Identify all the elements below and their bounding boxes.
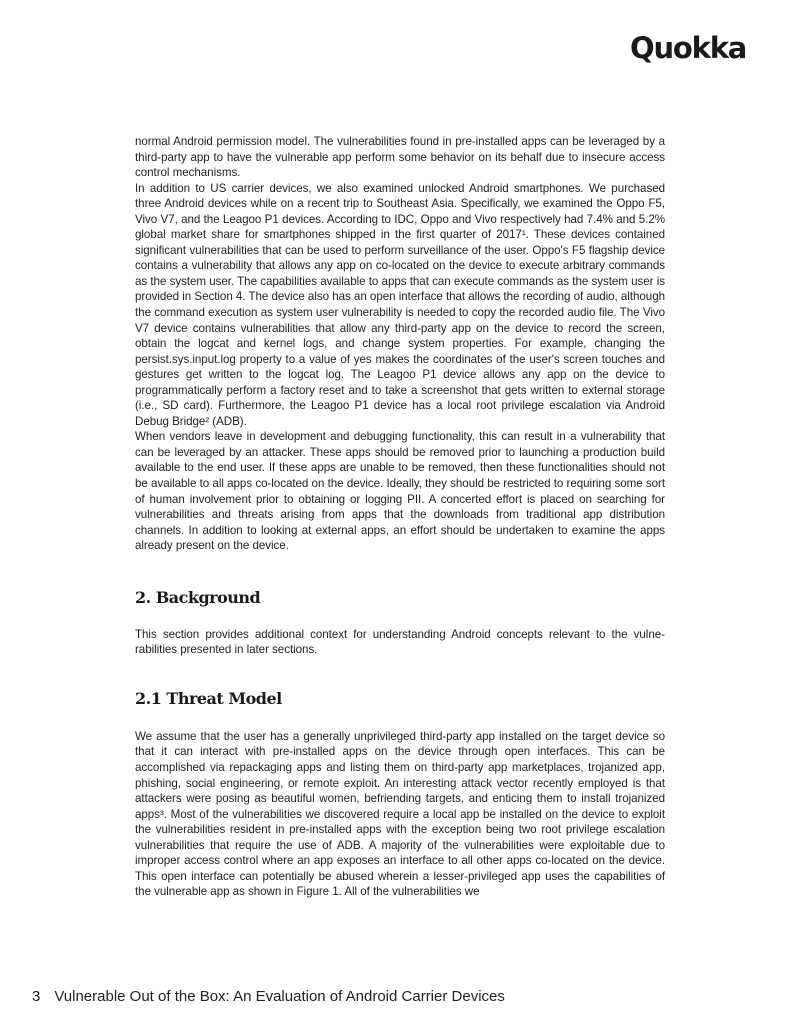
logo-wordmark: Quokka xyxy=(630,31,746,65)
background-heading: 2. Background xyxy=(135,587,261,607)
intro-paragraph-1: normal Android permission model. The vulnerabilities found in pre-installed apps can be leveraged by a third-party app to have the vulnerable app perform some behavior on its behalf due to insecure access control mechanisms. xyxy=(135,135,665,180)
intro-paragraph-2: In addition to US carrier devices, we also examined unlocked Android smartphones. We purchased three Android devices while on a recent trip to Southeast Asia. Specifically, we examined the Oppo F5, Vivo V7, and the Leagoo P1 devices. According to IDC, Oppo and Vivo respectively had 7.4% and 5.2% global market share for smartphones shipped in the first quarter of 2017¹. These devices contained significant vulnerabilities that can be used to perform surveillance of the user. Oppo's F5 flagship device contains a vulnerability that allows any app on co-located on the device to execute arbitrary commands as the system user. The capabilities available to apps that can execute commands as the system user is provided in Section 4. The device also has an open interface that allows the recording of audio, although the command execution as system user vulnerability is needed to copy the recorded audio file. The Vivo V7 device contains vulnerabilities that allow any third-party app on the device to record the screen, obtain the logcat and kernel logs, and change system properties. For example, changing the persist.sys.input.log property to a value of yes makes the coordinates of the user's screen touches and gestures get written to the logcat log. The Leagoo P1 device allows any app on the device to programmatically perform a factory reset and to take a screenshot that gets written to external storage (i.e., SD card). Furthermore, the Leagoo P1 device has a local root privilege escalation via Android Debug Bridge² (ADB). xyxy=(135,181,665,428)
background-paragraph: This section provides additional context for understanding Android concepts relevant to the vulnerabilities presented in later sections. xyxy=(135,627,665,657)
document-title: Vulnerable Out of the Box: An Evaluation of Android Carrier Devices xyxy=(54,988,505,1005)
threat-model-paragraph: We assume that the user has a generally unprivileged third-party app installed on the target device so that it can interact with pre-installed apps on the device through open interfaces. This can be accomplished via repackaging apps and listing them on third-party app marketplaces, trojanized app, phishing, social engineering, or remote exploit. An interesting attack vector recently employed is that attackers were posing as beautiful women, befriending targets, and enticing them to install trojanized apps³. Most of the vulnerabilities we discovered require a local app be installed on the device to exploit the vulnerabilities resident in pre-installed apps with the exception being two root privilege escalation vulnerabilities that require the use of ADB. A majority of the vulnerabilities were exploitable due to improper access control where an app exposes an interface to all other apps co-located on the device. This open interface can potentially be abused wherein a lesser-privileged app uses the capabilities of the vulnerable app as shown in Figure 1. All of the vulnerabilities we xyxy=(135,729,665,899)
quokka-logo xyxy=(628,26,746,68)
intro-paragraph-3: When vendors leave in development and debugging functionality, this can result in a vulnerability that can be leveraged by an attacker. These apps should be removed prior to launching a production build available to the end user. If these apps are unable to be removed, then these functionalities should not be available to all apps co-located on the device. Ideally, they should be restricted to requiring some sort of human involvement prior to obtaining or logging PII. A concerted effort is placed on searching for vulnerabilities and threats arising from apps that the downloads from traditional app distribution channels. In addition to looking at external apps, an effort should be undertaken to examine the apps already present on the device. xyxy=(135,430,665,553)
threat-model-heading: 2.1 Threat Model xyxy=(135,688,282,708)
page-body xyxy=(135,134,665,900)
page-footer xyxy=(32,988,505,1005)
page-number: 3 xyxy=(32,988,41,1005)
